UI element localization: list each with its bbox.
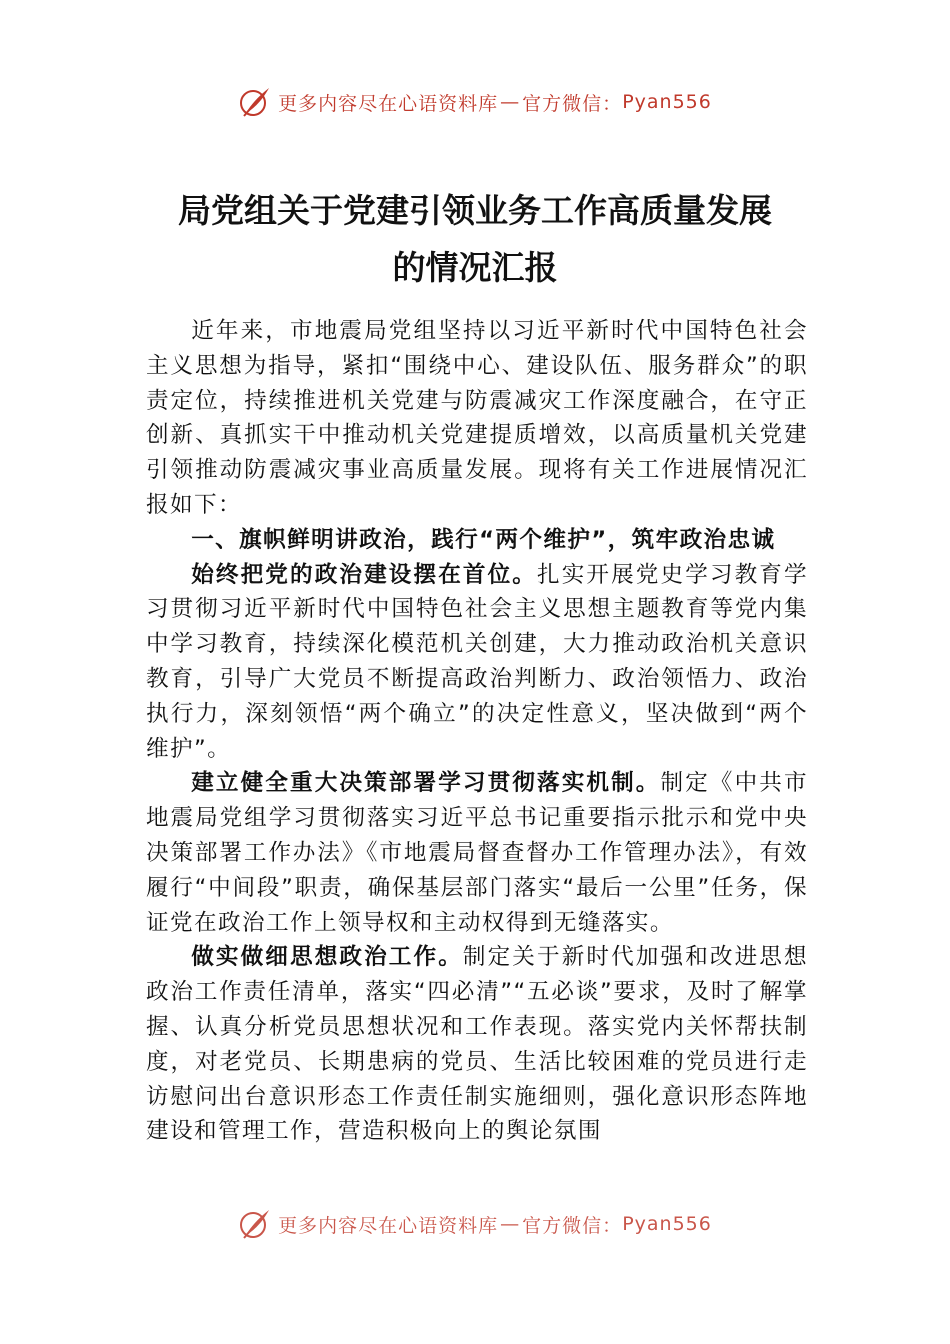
watermark-prefix: 更多内容尽在心语资料库 bbox=[278, 1214, 499, 1237]
watermark-label: 官方微信： bbox=[522, 1214, 623, 1237]
watermark-wechat-id: Pyan556 bbox=[622, 1213, 712, 1235]
body-paragraph bbox=[146, 766, 808, 940]
watermark-label: 官方微信： bbox=[522, 92, 623, 115]
watermark-prefix: 更多内容尽在心语资料库 bbox=[278, 92, 499, 115]
feather-pen-logo-icon bbox=[238, 1207, 272, 1241]
watermark-footer bbox=[0, 1204, 950, 1244]
body-paragraph bbox=[146, 558, 808, 767]
paragraph-text: 扎实开展党史学习教育学习贯彻习近平新时代中国特色社会主义思想主题教育等党内集中学习教育，持续深化模范机关创建，大力推动政治机关意识教育，引导广大党员不断提高政治判断力、政治领悟力、政治执行力，深刻领悟“两个确立”的决定性意义，坚决做到“两个维护”。 bbox=[146, 561, 808, 762]
watermark-wechat-id: Pyan556 bbox=[622, 91, 712, 113]
body-paragraph bbox=[146, 940, 808, 1149]
title-line-1: 局党组关于党建引领业务工作高质量发展 bbox=[178, 191, 772, 230]
feather-pen-logo-icon bbox=[238, 85, 272, 119]
watermark-separator: — bbox=[500, 91, 521, 113]
paragraph-text: 制定《中共市地震局党组学习贯彻落实习近平总书记重要指示批示和党中央决策部署工作办法》《市地震局督查督办工作管理办法》，有效履行“中间段”职责，确保基层部门落实“最后一公里”任务，保证党在政治工作上领导权和主动权得到无缝落实。 bbox=[146, 770, 808, 936]
watermark-header bbox=[0, 82, 950, 122]
title-line-2: 的情况汇报 bbox=[392, 248, 558, 287]
paragraph-lead: 建立健全重大决策部署学习贯彻落实机制。 bbox=[191, 770, 661, 797]
document-body bbox=[146, 314, 808, 1149]
intro-paragraph: 近年来，市地震局党组坚持以习近平新时代中国特色社会主义思想为指导，紧扣“围绕中心、建设队伍、服务群众”的职责定位，持续推进机关党建与防震减灾工作深度融合，在守正创新、真抓实干中推动机关党建提质增效，以高质量机关党建引领推动防震减灾事业高质量发展。现将有关工作进展情况汇报如下： bbox=[146, 318, 808, 518]
paragraph-lead: 始终把党的政治建设摆在首位。 bbox=[191, 561, 537, 588]
section-heading: 一、旗帜鲜明讲政治，践行“两个维护”，筑牢政治忠诚 bbox=[191, 526, 776, 553]
paragraph-lead: 做实做细思想政治工作。 bbox=[191, 944, 463, 971]
watermark-separator: — bbox=[500, 1213, 521, 1235]
paragraph-text: 制定关于新时代加强和改进思想政治工作责任清单，落实“四必清”“五必谈”要求，及时了解掌握、认真分析党员思想状况和工作表现。落实党内关怀帮扶制度，对老党员、长期患病的党员、生活比较困难的党员进行走访慰问出台意识形态工作责任制实施细则，强化意识形态阵地建设和管理工作，营造积极向上的舆论氛围 bbox=[146, 944, 808, 1145]
document-title bbox=[120, 182, 830, 296]
